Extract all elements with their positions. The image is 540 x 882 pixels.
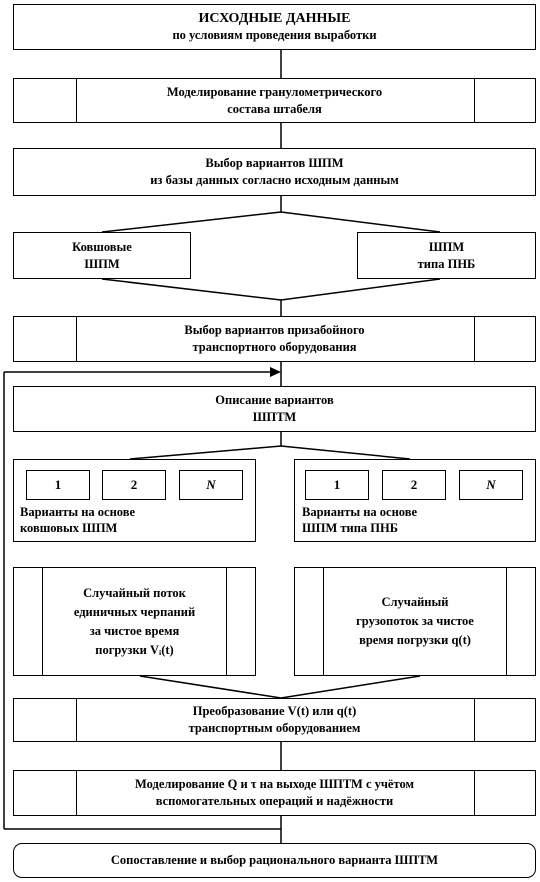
describe-variants-label: Описание вариантов ШПТМ xyxy=(215,393,334,424)
input-data-label: ИСХОДНЫЕ ДАННЫЕ по условиям проведения выработки xyxy=(172,11,377,42)
variant-2-bucket: 2 xyxy=(102,470,166,500)
variant-2-pnb: 2 xyxy=(382,470,446,500)
variant-1-bucket: 1 xyxy=(26,470,90,500)
variant-n-pnb: N xyxy=(459,470,523,500)
transform-label: Преобразование V(t) или q(t) транспортным оборудованием xyxy=(188,704,361,735)
modeling-q-label: Моделирование Q и τ на выходе ШПТМ с учётом вспомогательных операций и надёжности xyxy=(135,777,414,808)
pnb-shpm-label: ШПМ типа ПНБ xyxy=(417,239,476,271)
compare-label: Сопоставление и выбор рационального варианта ШПТМ xyxy=(110,853,439,867)
granulometry-label: Моделирование гранулометрического состава штабеля xyxy=(166,84,383,116)
scoop-flow-label: Случайный поток единичных черпаний за чистое время погрузки Vᵢ(t) xyxy=(73,585,196,657)
bucket-shpm-label: Ковшовые ШПМ xyxy=(72,239,132,271)
bucket-variants-caption: Варианты на основе ковшовых ШПМ xyxy=(20,505,136,535)
cargo-flow-label: Случайный грузопоток за чистое время погрузки q(t) xyxy=(356,595,474,647)
select-shpm-label: Выбор вариантов ШПМ из базы данных согласно исходным данным xyxy=(150,156,399,187)
variant-n-bucket: N xyxy=(179,470,243,500)
arrow-head-icon xyxy=(270,367,281,377)
select-transport-label: Выбор вариантов призабойного транспортного оборудования xyxy=(184,323,365,354)
variant-1-pnb: 1 xyxy=(305,470,369,500)
pnb-variants-caption: Варианты на основе ШПМ типа ПНБ xyxy=(302,505,418,535)
